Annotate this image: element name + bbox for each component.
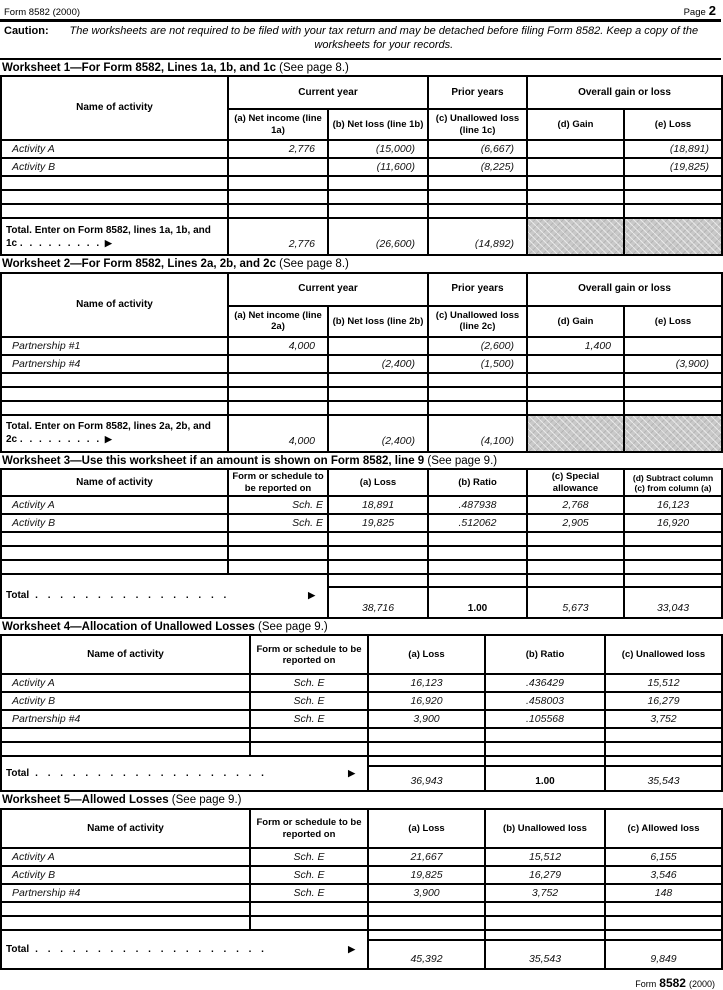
value-cell: (2,400) bbox=[328, 355, 428, 373]
value-cell: 15,512 bbox=[485, 848, 605, 866]
value-cell bbox=[527, 355, 624, 373]
total-value: 1.00 bbox=[428, 574, 527, 618]
value-cell: 4,000 bbox=[228, 337, 328, 355]
empty-row bbox=[1, 401, 722, 415]
name-cell: Partnership #4 bbox=[1, 884, 250, 902]
empty-cell bbox=[1, 204, 228, 218]
total-row bbox=[1, 756, 722, 791]
name-cell: Activity A bbox=[1, 496, 228, 514]
header-cell: Overall gain or loss bbox=[527, 76, 722, 109]
value-cell: (18,891) bbox=[624, 140, 722, 158]
empty-row bbox=[1, 204, 722, 218]
total-value: 9,849 bbox=[605, 930, 722, 969]
value-cell: 3,752 bbox=[485, 884, 605, 902]
total-value: 36,943 bbox=[368, 756, 485, 791]
empty-cell bbox=[1, 728, 250, 742]
name-cell: Activity B bbox=[1, 514, 228, 532]
total-label: Total . . . . . . . . . . . . . . . . ▶ bbox=[1, 574, 328, 618]
empty-row bbox=[1, 532, 722, 546]
total-value: 35,543 bbox=[605, 756, 722, 791]
activity-row bbox=[1, 355, 722, 373]
activity-row bbox=[1, 674, 722, 692]
header-cell: Form or schedule to be reported on bbox=[228, 469, 328, 495]
empty-row bbox=[1, 373, 722, 387]
header-cell: Name of activity bbox=[1, 273, 228, 337]
worksheet-4-table bbox=[0, 634, 723, 792]
form-cell: Sch. E bbox=[250, 848, 368, 866]
value-cell: (8,225) bbox=[428, 158, 527, 176]
name-cell: Partnership #1 bbox=[1, 337, 228, 355]
page-header bbox=[0, 0, 721, 22]
value-cell: 16,279 bbox=[605, 692, 722, 710]
name-cell: Activity A bbox=[1, 674, 250, 692]
value-cell: (6,667) bbox=[428, 140, 527, 158]
name-cell: Activity A bbox=[1, 848, 250, 866]
header-cell: Name of activity bbox=[1, 469, 228, 495]
value-cell bbox=[228, 355, 328, 373]
header-cell: (e) Loss bbox=[624, 306, 722, 337]
header-row-groups bbox=[1, 273, 722, 306]
right-arrow-icon: ▶ bbox=[104, 434, 112, 445]
page-footer: Form 8582 (2000) bbox=[635, 976, 715, 990]
empty-cell bbox=[1, 176, 228, 190]
header-cell: (a) Loss bbox=[368, 809, 485, 848]
header-cell: (c) Unallowed loss (line 1c) bbox=[428, 109, 527, 140]
form-cell: Sch. E bbox=[250, 674, 368, 692]
value-cell: 15,512 bbox=[605, 674, 722, 692]
header-cell: Overall gain or loss bbox=[527, 273, 722, 306]
total-value: 5,673 bbox=[527, 574, 624, 618]
value-cell: 2,768 bbox=[527, 496, 624, 514]
header-cell: Name of activity bbox=[1, 635, 250, 674]
value-cell: 19,825 bbox=[368, 866, 485, 884]
header-cell: (e) Loss bbox=[624, 109, 722, 140]
worksheet-5-table bbox=[0, 808, 723, 970]
value-cell: 3,752 bbox=[605, 710, 722, 728]
caution-label: Caution: bbox=[4, 25, 49, 37]
header-cell: Prior years bbox=[428, 273, 527, 306]
value-cell: (2,600) bbox=[428, 337, 527, 355]
value-cell: .487938 bbox=[428, 496, 527, 514]
total-value: 1.00 bbox=[485, 756, 605, 791]
header-cell: Name of activity bbox=[1, 809, 250, 848]
header-cell: (c) Unallowed loss (line 2c) bbox=[428, 306, 527, 337]
empty-cell bbox=[1, 190, 228, 204]
header-cell: Prior years bbox=[428, 76, 527, 109]
header-cell: (d) Gain bbox=[527, 306, 624, 337]
empty-row bbox=[1, 387, 722, 401]
value-cell: 3,900 bbox=[368, 884, 485, 902]
header-cell: (b) Ratio bbox=[428, 469, 527, 495]
value-cell: (3,900) bbox=[624, 355, 722, 373]
empty-row bbox=[1, 728, 722, 742]
shaded-cell bbox=[624, 415, 722, 452]
total-label: Total. Enter on Form 8582, lines 2a, 2b, and 2c . . . . . . . . . ▶ bbox=[1, 415, 228, 452]
value-cell: 2,776 bbox=[228, 140, 328, 158]
value-cell: 16,920 bbox=[624, 514, 722, 532]
empty-row bbox=[1, 742, 722, 756]
value-cell bbox=[328, 337, 428, 355]
value-cell: .105568 bbox=[485, 710, 605, 728]
right-arrow-icon: ▶ bbox=[104, 237, 112, 248]
name-cell: Activity B bbox=[1, 692, 250, 710]
worksheet-2-title: Worksheet 2—For Form 8582, Lines 2a, 2b, and 2c (See page 8.) bbox=[2, 258, 349, 271]
header-cell: (a) Loss bbox=[328, 469, 428, 495]
name-cell: Activity A bbox=[1, 140, 228, 158]
name-cell: Partnership #4 bbox=[1, 355, 228, 373]
header-cell: (d) Subtract column (c) from column (a) bbox=[624, 469, 722, 495]
right-arrow-icon: ▶ bbox=[308, 590, 315, 601]
value-cell bbox=[527, 158, 624, 176]
header-cell: (a) Net income (line 1a) bbox=[228, 109, 328, 140]
value-cell bbox=[527, 140, 624, 158]
empty-cell bbox=[1, 742, 250, 756]
value-cell: (11,600) bbox=[328, 158, 428, 176]
value-cell: .512062 bbox=[428, 514, 527, 532]
header-cell: Current year bbox=[228, 76, 428, 109]
form-cell: Sch. E bbox=[250, 884, 368, 902]
name-cell: Partnership #4 bbox=[1, 710, 250, 728]
total-row bbox=[1, 218, 722, 255]
activity-row bbox=[1, 158, 722, 176]
header-cell: (b) Unallowed loss bbox=[485, 809, 605, 848]
header-cell: (c) Unallowed loss bbox=[605, 635, 722, 674]
total-label: Total . . . . . . . . . . . . . . . . . . . ▶ bbox=[1, 930, 368, 969]
empty-cell bbox=[1, 373, 228, 387]
value-cell: 21,667 bbox=[368, 848, 485, 866]
total-label: Total . . . . . . . . . . . . . . . . . . . ▶ bbox=[1, 756, 368, 791]
value-cell: 2,905 bbox=[527, 514, 624, 532]
value-cell: (19,825) bbox=[624, 158, 722, 176]
empty-row bbox=[1, 546, 722, 560]
form-cell: Sch. E bbox=[250, 710, 368, 728]
shaded-cell bbox=[624, 218, 722, 255]
total-row bbox=[1, 930, 722, 969]
total-row bbox=[1, 574, 722, 618]
empty-row bbox=[1, 190, 722, 204]
total-value: 35,543 bbox=[485, 930, 605, 969]
value-cell: 16,123 bbox=[368, 674, 485, 692]
empty-cell bbox=[1, 546, 228, 560]
right-arrow-icon: ▶ bbox=[348, 768, 355, 779]
empty-cell bbox=[1, 532, 228, 546]
total-value: (2,400) bbox=[328, 415, 428, 452]
value-cell: 16,279 bbox=[485, 866, 605, 884]
activity-row bbox=[1, 514, 722, 532]
form-cell: Sch. E bbox=[228, 514, 328, 532]
header-cell: (a) Loss bbox=[368, 635, 485, 674]
header-row-groups bbox=[1, 76, 722, 109]
value-cell: 1,400 bbox=[527, 337, 624, 355]
empty-cell bbox=[1, 916, 250, 930]
worksheet-1-title: Worksheet 1—For Form 8582, Lines 1a, 1b, and 1c (See page 8.) bbox=[2, 61, 349, 74]
empty-cell bbox=[1, 560, 228, 574]
total-value: 33,043 bbox=[624, 574, 722, 618]
worksheet-2-table bbox=[0, 272, 723, 453]
total-value: 38,716 bbox=[328, 574, 428, 618]
footer-form-number: 8582 bbox=[659, 976, 686, 990]
total-value: 45,392 bbox=[368, 930, 485, 969]
value-cell: 18,891 bbox=[328, 496, 428, 514]
value-cell: 16,920 bbox=[368, 692, 485, 710]
form-cell: Sch. E bbox=[250, 692, 368, 710]
empty-row bbox=[1, 176, 722, 190]
value-cell: .458003 bbox=[485, 692, 605, 710]
header-row bbox=[1, 635, 722, 674]
value-cell: 16,123 bbox=[624, 496, 722, 514]
name-cell: Activity B bbox=[1, 158, 228, 176]
total-value: (26,600) bbox=[328, 218, 428, 255]
header-cell: (c) Allowed loss bbox=[605, 809, 722, 848]
worksheet-3-table bbox=[0, 468, 723, 618]
worksheet-1-table bbox=[0, 75, 723, 256]
right-arrow-icon: ▶ bbox=[348, 944, 355, 955]
value-cell: 3,900 bbox=[368, 710, 485, 728]
total-value: 4,000 bbox=[228, 415, 328, 452]
header-cell: Form or schedule to be reported on bbox=[250, 635, 368, 674]
activity-row bbox=[1, 884, 722, 902]
value-cell: 6,155 bbox=[605, 848, 722, 866]
caution-note bbox=[0, 22, 721, 60]
empty-cell bbox=[1, 902, 250, 916]
worksheet-3-title: Worksheet 3—Use this worksheet if an amount is shown on Form 8582, line 9 (See page 9.) bbox=[2, 454, 498, 467]
value-cell: (15,000) bbox=[328, 140, 428, 158]
header-cell: Form or schedule to be reported on bbox=[250, 809, 368, 848]
value-cell: 3,546 bbox=[605, 866, 722, 884]
value-cell bbox=[228, 158, 328, 176]
header-cell: (b) Net loss (line 2b) bbox=[328, 306, 428, 337]
total-value: 2,776 bbox=[228, 218, 328, 255]
activity-row bbox=[1, 496, 722, 514]
activity-row bbox=[1, 337, 722, 355]
header-cell: (c) Special allowance bbox=[527, 469, 624, 495]
value-cell: (1,500) bbox=[428, 355, 527, 373]
header-cell: Current year bbox=[228, 273, 428, 306]
worksheet-4-title: Worksheet 4—Allocation of Unallowed Losses (See page 9.) bbox=[2, 620, 328, 633]
total-label: Total. Enter on Form 8582, lines 1a, 1b, and 1c . . . . . . . . . ▶ bbox=[1, 218, 228, 255]
header-row bbox=[1, 809, 722, 848]
header-cell: (d) Gain bbox=[527, 109, 624, 140]
empty-cell bbox=[1, 401, 228, 415]
page-number: Page 2 bbox=[683, 3, 716, 18]
header-cell: (b) Ratio bbox=[485, 635, 605, 674]
header-row bbox=[1, 469, 722, 495]
caution-text: The worksheets are not required to be filed with your tax return and may be detached before filing Form 8582. Keep a copy of the worksheets for your records. bbox=[69, 25, 699, 51]
activity-row bbox=[1, 710, 722, 728]
worksheet-5-title: Worksheet 5—Allowed Losses (See page 9.) bbox=[2, 794, 242, 807]
total-row bbox=[1, 415, 722, 452]
empty-row bbox=[1, 560, 722, 574]
shaded-cell bbox=[527, 218, 624, 255]
header-cell: (a) Net income (line 2a) bbox=[228, 306, 328, 337]
value-cell bbox=[624, 337, 722, 355]
empty-row bbox=[1, 916, 722, 930]
value-cell: .436429 bbox=[485, 674, 605, 692]
value-cell: 148 bbox=[605, 884, 722, 902]
name-cell: Activity B bbox=[1, 866, 250, 884]
empty-cell bbox=[1, 387, 228, 401]
value-cell: 19,825 bbox=[328, 514, 428, 532]
form-cell: Sch. E bbox=[250, 866, 368, 884]
header-cell: (b) Net loss (line 1b) bbox=[328, 109, 428, 140]
activity-row bbox=[1, 866, 722, 884]
empty-row bbox=[1, 902, 722, 916]
form-id-label: Form 8582 (2000) bbox=[4, 7, 81, 18]
shaded-cell bbox=[527, 415, 624, 452]
activity-row bbox=[1, 848, 722, 866]
form-cell: Sch. E bbox=[228, 496, 328, 514]
total-value: (14,892) bbox=[428, 218, 527, 255]
activity-row bbox=[1, 140, 722, 158]
total-value: (4,100) bbox=[428, 415, 527, 452]
activity-row bbox=[1, 692, 722, 710]
header-cell: Name of activity bbox=[1, 76, 228, 140]
